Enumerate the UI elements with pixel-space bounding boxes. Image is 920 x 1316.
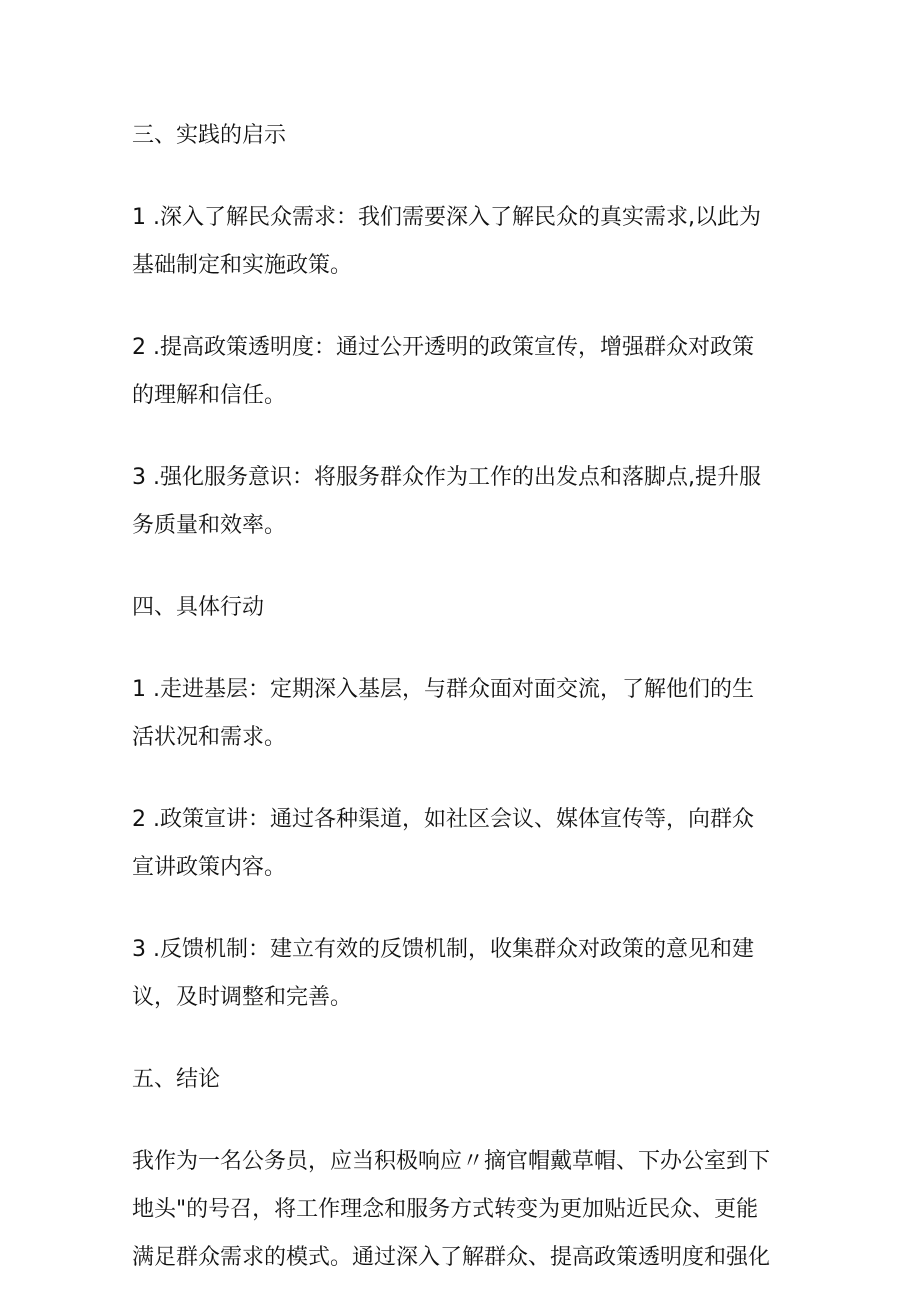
text-line: 地头"的号召，将工作理念和服务方式转变为更加贴近民众、更能	[132, 1197, 759, 1222]
text-line: 3 .强化服务意识：将服务群众作为工作的出发点和落脚点,提升服	[132, 465, 761, 490]
text-line: 宣讲政策内容。	[132, 855, 287, 880]
text-line: 务质量和效率。	[132, 513, 287, 538]
text-line: 1 .深入了解民众需求：我们需要深入了解民众的真实需求,以此为	[132, 205, 761, 230]
paragraph-understand-needs	[132, 194, 798, 290]
paragraph-service-awareness	[132, 454, 798, 550]
text-line: 2 .政策宣讲：通过各种渠道，如社区会议、媒体宣传等，向群众	[132, 807, 754, 832]
section-heading-conclusion: 五、结论	[132, 1067, 221, 1092]
paragraph-policy-publicity	[132, 796, 798, 892]
text-line: 3 .反馈机制：建立有效的反馈机制，收集群众对政策的意见和建	[132, 937, 754, 962]
text-line: 活状况和需求。	[132, 725, 287, 750]
paragraph-feedback-mechanism	[132, 926, 798, 1022]
paragraph-conclusion	[132, 1138, 798, 1282]
text-line: 1 .走进基层：定期深入基层，与群众面对面交流，了解他们的生	[132, 677, 754, 702]
document-body	[132, 112, 798, 1316]
paragraph-policy-transparency	[132, 324, 798, 420]
text-line: 的理解和信任。	[132, 383, 287, 408]
section-heading-specific-actions: 四、具体行动	[132, 595, 265, 620]
text-line: 基础制定和实施政策。	[132, 253, 353, 278]
text-line: 2 .提高政策透明度：通过公开透明的政策宣传，增强群众对政策	[132, 335, 754, 360]
text-line: 议，及时调整和完善。	[132, 985, 353, 1010]
paragraph-go-grassroots	[132, 666, 798, 762]
section-heading-practice-insights: 三、实践的启示	[132, 123, 287, 148]
text-line: 我作为一名公务员，应当积极响应〃摘官帽戴草帽、下办公室到下	[132, 1149, 771, 1174]
text-line: 满足群众需求的模式。通过深入了解群众、提高政策透明度和强化	[132, 1245, 771, 1270]
